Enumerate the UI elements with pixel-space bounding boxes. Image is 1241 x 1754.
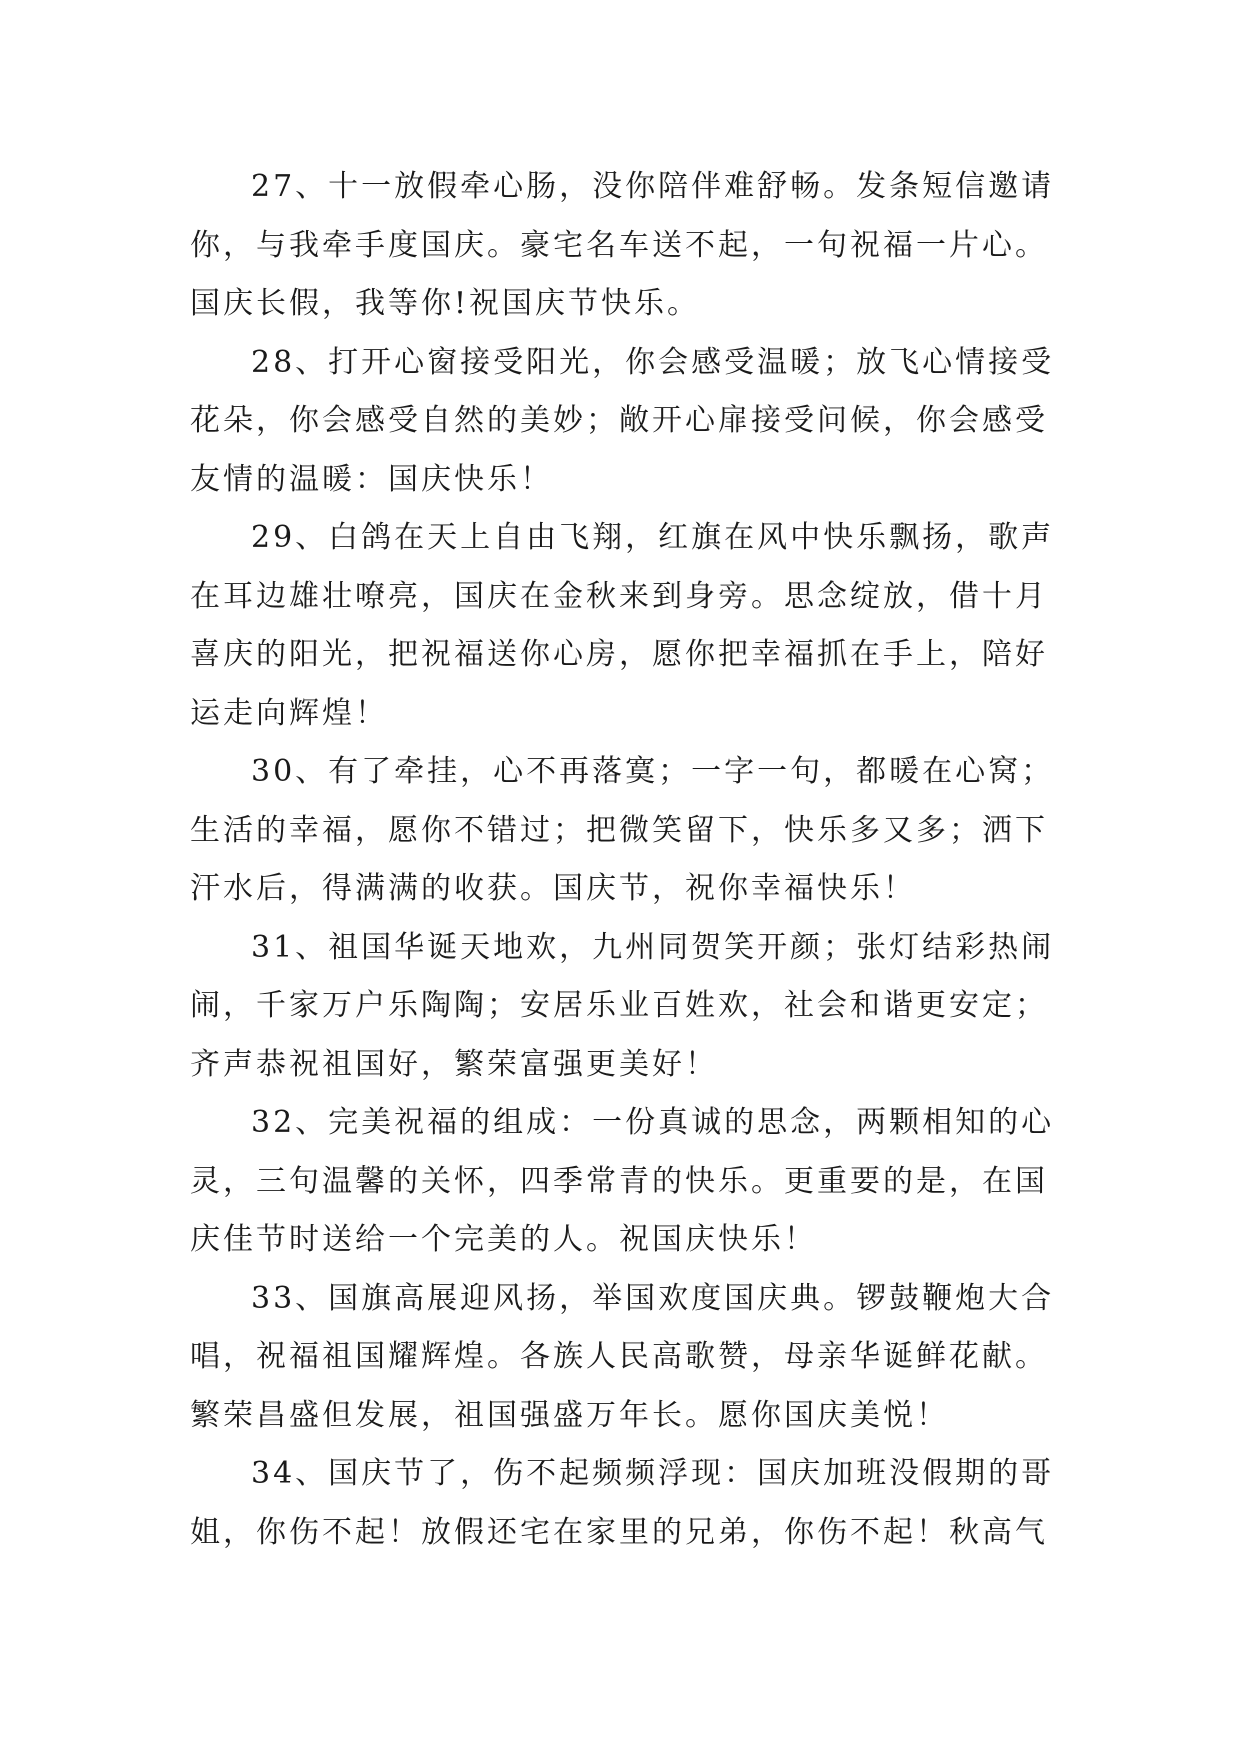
text-line: 你，与我牵手度国庆。豪宅名车送不起，一句祝福一片心。 <box>190 227 1048 263</box>
text-line: 国庆长假，我等你!祝国庆节快乐。 <box>190 286 701 321</box>
text-line: 闹，千家万户乐陶陶；安居乐业百姓欢，社会和谐更安定； <box>190 988 1048 1023</box>
text-line: 汗水后，得满满的收获。国庆节，祝你幸福快乐！ <box>190 871 916 906</box>
text-line: 34、国庆节了，伤不起频频浮现：国庆加班没假期的哥 <box>251 1456 1055 1491</box>
text-line: 28、打开心窗接受阳光，你会感受温暖；放飞心情接受 <box>251 344 1055 380</box>
text-line: 33、国旗高展迎风扬，举国欢度国庆典。锣鼓鞭炮大合 <box>251 1280 1055 1316</box>
text-line: 姐，你伤不起！放假还宅在家里的兄弟，你伤不起！秋高气 <box>190 1514 1048 1550</box>
text-line: 齐声恭祝祖国好，繁荣富强更美好！ <box>190 1046 718 1082</box>
text-line: 喜庆的阳光，把祝福送你心房，愿你把幸福抓在手上，陪好 <box>190 637 1048 672</box>
document-body <box>190 158 1070 1562</box>
text-line: 庆佳节时送给一个完美的人。祝国庆快乐！ <box>190 1222 817 1257</box>
text-line: 繁荣昌盛但发展，祖国强盛万年长。愿你国庆美悦！ <box>190 1397 949 1433</box>
text-line: 唱，祝福祖国耀辉煌。各族人民高歌赞，母亲华诞鲜花献。 <box>190 1339 1048 1374</box>
text-line: 友情的温暖：国庆快乐！ <box>190 461 553 497</box>
text-line: 27、十一放假牵心肠，没你陪伴难舒畅。发条短信邀请 <box>251 169 1055 204</box>
text-line: 灵，三句温馨的关怀，四季常青的快乐。更重要的是，在国 <box>190 1163 1048 1199</box>
text-line: 生活的幸福，愿你不错过；把微笑留下，快乐多又多；洒下 <box>190 812 1048 848</box>
text-line: 31、祖国华诞天地欢，九州同贺笑开颜；张灯结彩热闹 <box>251 929 1055 965</box>
text-line: 30、有了牵挂，心不再落寞；一字一句，都暖在心窝； <box>251 754 1055 789</box>
text-line: 花朵，你会感受自然的美妙；敞开心扉接受问候，你会感受 <box>190 403 1048 438</box>
text-line: 32、完美祝福的组成：一份真诚的思念，两颗相知的心 <box>251 1105 1055 1140</box>
text-line: 在耳边雄壮嘹亮，国庆在金秋来到身旁。思念绽放，借十月 <box>190 578 1048 614</box>
text-line: 29、白鸽在天上自由飞翔，红旗在风中快乐飘扬，歌声 <box>251 520 1055 555</box>
text-line: 运走向辉煌！ <box>190 695 388 731</box>
